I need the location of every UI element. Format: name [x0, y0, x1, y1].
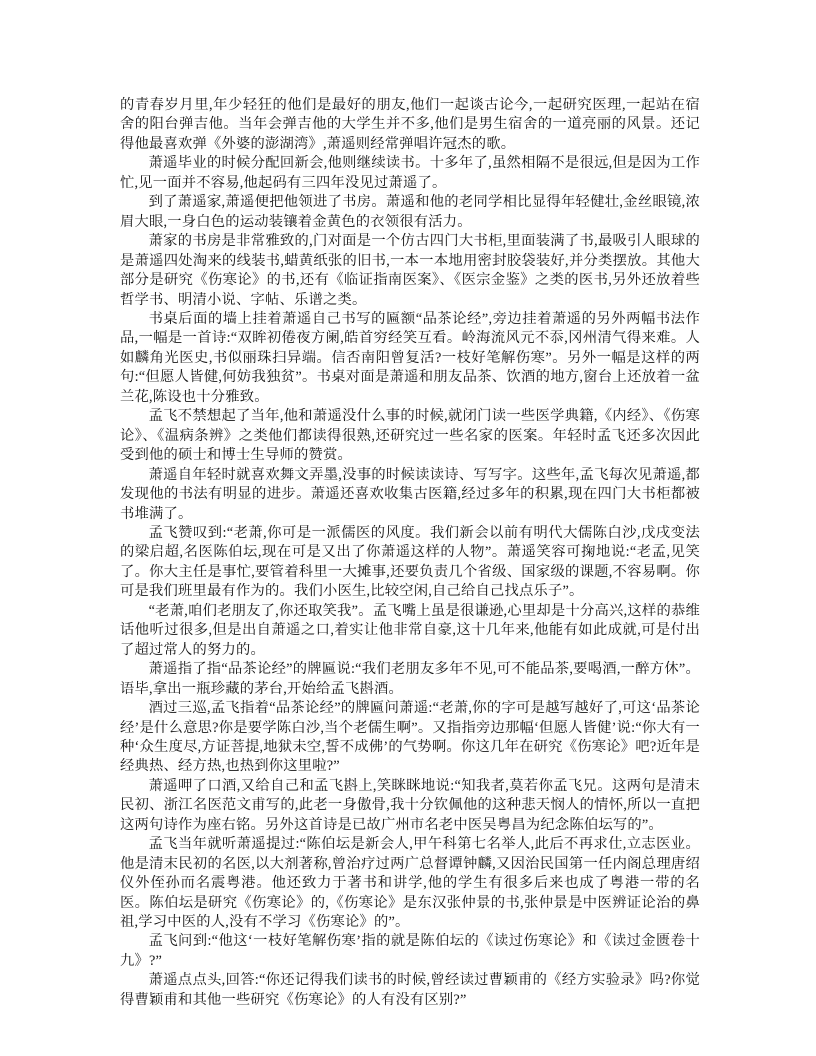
paragraph: 书桌后面的墙上挂着萧遥自己书写的匾额“品茶论经”,旁边挂着萧遥的另外两幅书法作品,一幅是一首诗:“双眸初倦夜方阑,皓首穷经笑互看。岭海流风元不忝,冈州清气得来难。人如麟角光医史,书似丽珠扫异端。信否南阳曾复活?一枝好笔解伤寒”。另外一幅是这样的两句:“但愿人皆健,何妨我独贫”。书桌对面是萧遥和朋友品茶、饮酒的地方,窗台上还放着一盆兰花,陈设也十分雅致。: [120, 310, 700, 405]
paragraph: 孟飞赞叹到:“老萧,你可是一派儒医的风度。我们新会以前有明代大儒陈白沙,戊戌变法的梁启超,名医陈伯坛,现在可是又出了你萧遥这样的人物”。萧遥笑容可掬地说:“老孟,见笑了。你大主任是事忙,要管着科里一大摊事,还要负责几个省级、国家级的课题,不容易啊。你可是我们班里最有作为的。我们小医生,比较空闲,自己给自己找点乐子”。: [120, 524, 700, 600]
paragraph: 孟飞当年就听萧遥提过:“陈伯坛是新会人,甲午科第七名举人,此后不再求仕,立志医业。他是清末民初的名医,以大剂著称,曾治疗过两广总督谭钟麟,又因治民国第一任内阁总理唐绍仪外侄孙而名震粤港。他还致力于著书和讲学,他的学生有很多后来也成了粤港一带的名医。陈伯坛是研究《伤寒论》的,《伤寒论》是东汉张仲景的书,张仲景是中医辨证论治的鼻祖,学习中医的人,没有不学习《伤寒论》的”。: [120, 836, 700, 931]
paragraph: 萧遥呷了口酒,又给自己和孟飞斟上,笑眯眯地说:“知我者,莫若你孟飞兄。这两句是清末民初、浙江名医范文甫写的,此老一身傲骨,我十分钦佩他的这种悲天悯人的情怀,所以一直把这两句诗作为座右铭。另外这首诗是已故广州市名老中医吴粤昌为纪念陈伯坛写的”。: [120, 777, 700, 833]
paragraph: 的青春岁月里,年少轻狂的他们是最好的朋友,他们一起谈古论今,一起研究医理,一起站在宿舍的阳台弹吉他。当年会弹吉他的大学生并不多,他们是男生宿舍的一道亮丽的风景。还记得他最喜欢弹《外婆的澎湖湾》,萧遥则经常弹唱许冠杰的歌。: [120, 97, 700, 152]
paragraph: 萧遥毕业的时候分配回新会,他则继续读书。十多年了,虽然相隔不是很远,但是因为工作忙,见一面并不容易,他起码有三四年没见过萧遥了。: [120, 155, 700, 191]
paragraph: 孟飞不禁想起了当年,他和萧遥没什么事的时候,就闭门读一些医学典籍,《内经》、《伤寒论》、《温病条辨》之类他们都读得很熟,还研究过一些名家的医案。年轻时孟飞还多次因此受到他的硕士和博士生导师的赞赏。: [120, 408, 700, 464]
paragraph: 孟飞问到:“他这‘一枝好笔解伤寒’指的就是陈伯坛的《读过伤寒论》和《读过金匮卷十九》?”: [120, 933, 700, 969]
paragraph: “老萧,咱们老朋友了,你还取笑我”。孟飞嘴上虽是很谦逊,心里却是十分高兴,这样的恭维话他听过很多,但是出自萧遥之口,着实让他非常自豪,这十几年来,他能有如此成就,可是付出了超过常人的努力的。: [120, 602, 700, 658]
paragraph: 萧家的书房是非常雅致的,门对面是一个仿古四门大书柜,里面装满了书,最吸引人眼球的是萧遥四处淘来的线装书,蜡黄纸张的旧书,一本一本地用密封胶袋装好,并分类摆放。其他大部分是研究《伤寒论》的书,还有《临证指南医案》、《医宗金鉴》之类的医书,另外还放着些哲学书、明清小说、字帖、乐谱之类。: [120, 233, 700, 308]
document-body: [120, 96, 700, 1010]
paragraph: 萧遥指了指“品茶论经”的牌匾说:“我们老朋友多年不见,可不能品茶,要喝酒,一醉方休”。语毕,拿出一瓶珍藏的茅台,开始给孟飞斟酒。: [120, 661, 700, 697]
paragraph: 萧遥点点头,回答:“你还记得我们读书的时候,曾经读过曹颖甫的《经方实验录》吗?你觉得曹颖甫和其他一些研究《伤寒论》的人有没有区别?”: [120, 972, 700, 1008]
paragraph: 萧遥自年轻时就喜欢舞文弄墨,没事的时候读读诗、写写字。这些年,孟飞每次见萧遥,都发现他的书法有明显的进步。萧遥还喜欢收集古医籍,经过多年的积累,现在四门大书柜都被书堆满了。: [120, 466, 700, 522]
paragraph: 酒过三巡,孟飞指着“品茶论经”的牌匾问萧遥:“老萧,你的字可是越写越好了,可这‘品茶论经’是什么意思?你是要学陈白沙,当个老儒生啊”。又指指旁边那幅‘但愿人皆健’说:“你大有一种‘众生度尽,方证菩提,地狱未空,誓不成佛’的气势啊。你这几年在研究《伤寒论》吧?近年是经典热、经方热,也热到你这里啦?”: [120, 700, 700, 775]
paragraph: 到了萧遥家,萧遥便把他领进了书房。萧遥和他的老同学相比显得年轻健壮,金丝眼镜,浓眉大眼,一身白色的运动装镶着金黄色的衣领很有活力。: [120, 194, 700, 230]
